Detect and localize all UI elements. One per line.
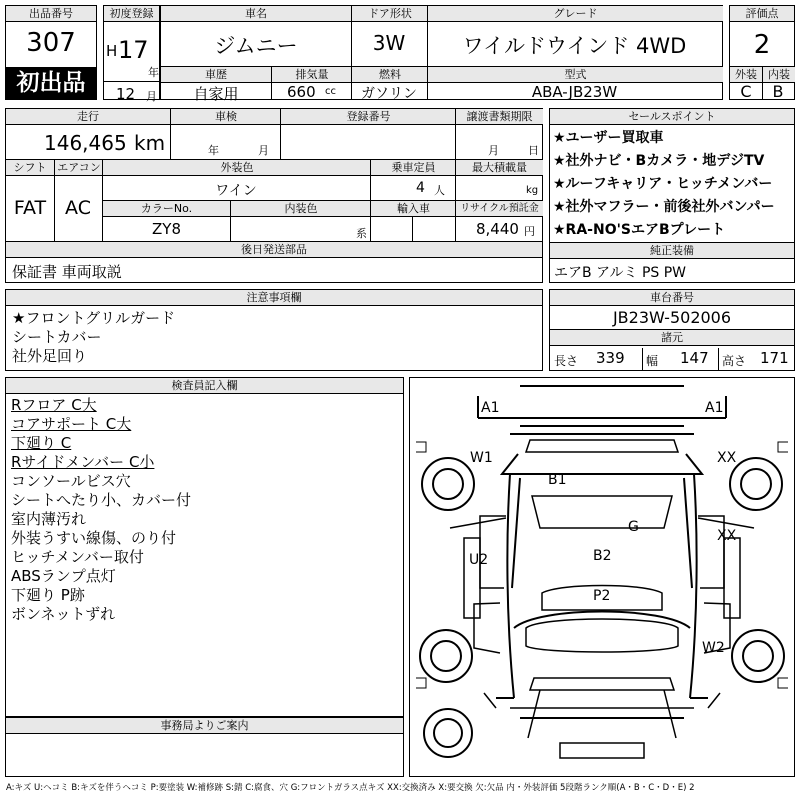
color-no: ZY8 xyxy=(152,220,181,238)
inspector-line: コアサポート C大 xyxy=(11,415,132,433)
capacity-label: 乗車定員 xyxy=(370,160,456,176)
transfer-day-unit: 日 xyxy=(528,144,539,157)
plate-label: 登録番号 xyxy=(280,109,456,125)
chassis-number: JB23W-502006 xyxy=(612,308,732,327)
capacity: 4 xyxy=(416,180,425,196)
damage-mark: W2 xyxy=(702,640,725,656)
displacement: 660 xyxy=(287,83,316,101)
sales-point: ★ルーフキャリア・ヒッチメンバー xyxy=(553,176,773,192)
ac-label: エアコン xyxy=(54,160,103,176)
sales-points-box xyxy=(549,108,795,283)
sales-point: ★社外マフラー・前後社外バンパー xyxy=(553,199,775,215)
year-unit: 年 xyxy=(148,66,159,79)
first-reg-box xyxy=(103,5,160,103)
lot-number-label: 出品番号 xyxy=(6,6,96,22)
model-code: ABA-JB23W xyxy=(531,83,618,101)
inspector-line: ボンネットずれ xyxy=(11,605,116,623)
damage-mark: A1 xyxy=(481,400,500,416)
inspector-line: ABSランプ点灯 xyxy=(11,567,116,585)
recycle-label: リサイクル預託金 xyxy=(455,201,543,217)
sales-point: ★RA-NO'SエアBプレート xyxy=(553,222,726,238)
note-line: 社外足回り xyxy=(12,347,88,365)
recycle-unit: 円 xyxy=(524,225,535,238)
exterior-grade: C xyxy=(740,82,752,101)
sales-point: ★社外ナビ・Bカメラ・地デジTV xyxy=(553,153,765,169)
fuel-label: 燃料 xyxy=(351,67,428,83)
lot-number: 307 xyxy=(26,28,76,58)
notes-box xyxy=(5,289,543,371)
damage-mark: A1 xyxy=(705,400,724,416)
width-label: 幅 xyxy=(646,354,659,368)
damage-mark: W1 xyxy=(470,450,493,466)
damage-mark: U2 xyxy=(469,552,489,568)
interior-grade: B xyxy=(772,82,784,101)
damage-mark: G xyxy=(628,519,639,535)
inspector-line: ヒッチメンバー取付 xyxy=(11,548,144,566)
capacity-unit: 人 xyxy=(434,184,445,197)
sales-point: ★ユーザー買取車 xyxy=(553,130,664,146)
recycle-fee: 8,440 xyxy=(476,220,519,238)
exterior-grade-label: 外装 xyxy=(730,67,762,83)
color-no-label: カラーNo. xyxy=(103,201,230,217)
ext-color: ワイン xyxy=(215,183,257,199)
damage-mark: P2 xyxy=(593,588,611,604)
inspector-box xyxy=(5,377,404,717)
transfer-label: 譲渡書類期限 xyxy=(455,109,543,125)
displacement-unit: cc xyxy=(325,86,336,97)
era: H xyxy=(106,42,118,60)
car-outline xyxy=(410,378,794,776)
inspector-line: シートへたり小、カバー付 xyxy=(11,491,192,509)
height: 171 xyxy=(760,349,789,367)
lot-number-box xyxy=(5,5,97,100)
vehicle-details-box xyxy=(5,108,543,283)
damage-mark: XX xyxy=(717,528,737,544)
office-box xyxy=(5,717,404,777)
month-unit: 月 xyxy=(146,90,157,103)
main-header-box xyxy=(160,5,723,103)
later-parts-label: 後日発送部品 xyxy=(6,242,542,258)
first-reg-year: 17 xyxy=(118,36,149,64)
score-box xyxy=(729,5,795,100)
inspector-line: 外装うすい線傷、のり付 xyxy=(11,529,177,547)
max-load-unit: kg xyxy=(526,185,539,196)
note-line: シートカバー xyxy=(12,328,102,346)
car-name: ジムニー xyxy=(214,34,298,58)
fuel: ガソリン xyxy=(361,86,417,102)
door-type: 3W xyxy=(372,31,406,55)
grade: ワイルドウインド 4WD xyxy=(462,34,687,58)
history: 自家用 xyxy=(193,85,239,103)
interior-grade-label: 内装 xyxy=(762,67,795,83)
model-code-label: 型式 xyxy=(427,67,723,83)
dimensions-label: 諸元 xyxy=(550,330,794,346)
ext-color-label: 外装色 xyxy=(102,160,371,176)
damage-mark: B1 xyxy=(548,472,567,488)
inspection-label: 車検 xyxy=(170,109,281,125)
shift-label: シフト xyxy=(6,160,54,176)
score: 2 xyxy=(753,30,771,60)
chassis-label: 車台番号 xyxy=(550,290,794,306)
office-label: 事務局よりご案内 xyxy=(6,718,403,734)
mileage-label: 走行 xyxy=(6,109,170,125)
length: 339 xyxy=(596,349,625,367)
first-reg-month: 12 xyxy=(116,85,136,103)
length-label: 長さ xyxy=(554,354,579,368)
damage-diagram xyxy=(409,377,795,777)
int-color-unit: 系 xyxy=(356,227,367,240)
inspector-line: Rフロア C大 xyxy=(11,396,97,414)
inspector-line: Rサイドメンバー C小 xyxy=(11,453,155,471)
damage-mark: B2 xyxy=(593,548,612,564)
equipment: エアB アルミ PS PW xyxy=(554,265,687,281)
inspector-line: 下廻り C xyxy=(11,434,72,452)
width: 147 xyxy=(680,349,709,367)
shift: FAT xyxy=(13,197,47,219)
ac: AC xyxy=(65,197,91,219)
inspector-line: 室内薄汚れ xyxy=(11,510,87,528)
equipment-label: 純正装備 xyxy=(550,243,794,259)
int-color-label: 内装色 xyxy=(230,201,371,217)
legend: A:キズ U:ヘコミ B:キズを伴うヘコミ P:要塗装 W:補修跡 S:錆 C:腐食、穴 G:フロントガラス点キズ XX:交換済み X:要交換 欠:欠品 内・外装評価 5段階ランク順(A・B・C・D・E) 2 xyxy=(6,783,695,793)
note-line: ★フロントグリルガード xyxy=(12,309,176,327)
door-label: ドア形状 xyxy=(351,6,428,22)
notes-label: 注意事項欄 xyxy=(6,290,542,306)
grade-label: グレード xyxy=(427,6,723,22)
height-label: 高さ xyxy=(722,354,747,368)
import-label: 輸入車 xyxy=(370,201,456,217)
max-load-label: 最大積載量 xyxy=(455,160,543,176)
first-listing-badge: 初出品 xyxy=(6,67,96,99)
inspection-month-unit: 月 xyxy=(258,144,269,157)
sales-points-label: セールスポイント xyxy=(550,109,794,125)
damage-mark: XX xyxy=(717,450,737,466)
mileage: 146,465 xyxy=(44,131,127,155)
later-parts: 保証書 車両取説 xyxy=(12,263,122,281)
history-label: 車歴 xyxy=(161,67,271,83)
first-reg-label: 初度登録 xyxy=(104,6,159,22)
transfer-month-unit: 月 xyxy=(488,144,499,157)
inspection-year-unit: 年 xyxy=(208,144,219,157)
chassis-box xyxy=(549,289,795,371)
inspector-label: 検査員記入欄 xyxy=(6,378,403,394)
car-name-label: 車名 xyxy=(161,6,351,22)
inspector-line: 下廻り P跡 xyxy=(11,586,85,604)
displacement-label: 排気量 xyxy=(271,67,352,83)
inspector-line: コンソールビス穴 xyxy=(11,472,131,490)
score-label: 評価点 xyxy=(730,6,794,22)
mileage-unit: km xyxy=(134,131,166,155)
